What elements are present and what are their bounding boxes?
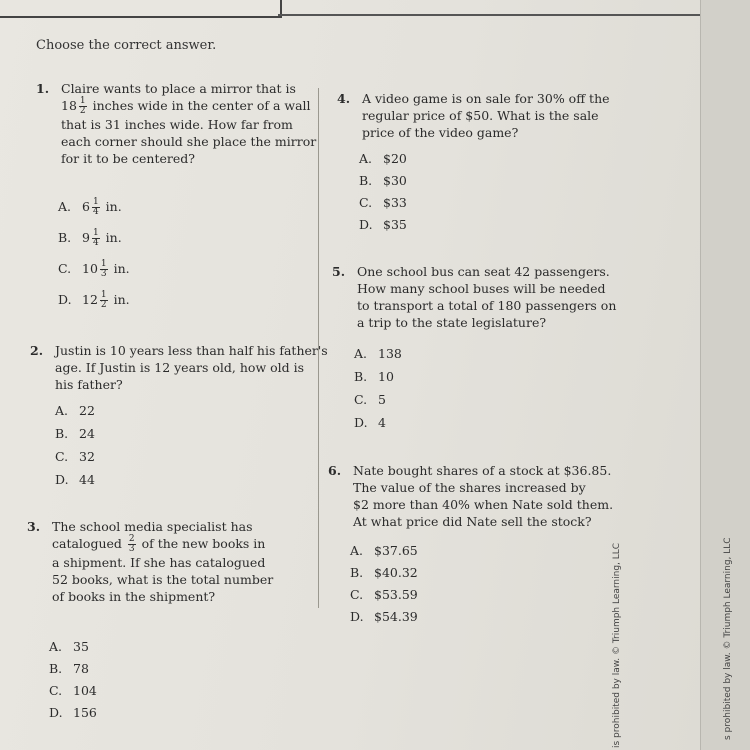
fraction (128, 535, 136, 554)
option-letter: D. (359, 217, 373, 232)
fraction-numerator: 1 (92, 228, 99, 238)
text-segment: each corner should she place the mirror (61, 134, 317, 149)
option-letter: B. (350, 565, 364, 580)
answer-option[interactable] (55, 425, 95, 442)
question-line (52, 571, 273, 588)
option-letter: A. (354, 346, 368, 361)
text-segment: At what price did Nate sell the stock? (353, 514, 592, 529)
question-text (357, 263, 616, 331)
fraction-denominator: 4 (92, 238, 99, 248)
text-segment: of the new books in (137, 536, 266, 551)
answer-option[interactable] (359, 194, 407, 211)
option-letter: C. (49, 683, 63, 698)
header-rule (278, 14, 700, 16)
option-letter: A. (55, 403, 69, 418)
text-segment: 156 (73, 705, 97, 720)
option-letter: B. (58, 230, 72, 245)
text-segment: $54.39 (374, 609, 418, 624)
text-segment: his father? (55, 377, 123, 392)
option-letter: C. (354, 392, 368, 407)
fraction-numerator: 1 (100, 259, 107, 269)
text-segment: $53.59 (374, 587, 418, 602)
option-letter: D. (58, 292, 72, 307)
text-segment: $33 (383, 195, 407, 210)
answer-option[interactable] (359, 150, 407, 167)
option-letter: C. (55, 449, 69, 464)
fraction-denominator: 4 (92, 207, 99, 217)
option-letter: A. (350, 543, 364, 558)
answer-option[interactable] (350, 542, 418, 559)
question-line (353, 479, 613, 496)
option-letter: B. (55, 426, 69, 441)
option-letter: D. (350, 609, 364, 624)
text-segment: The school media specialist has (52, 519, 253, 534)
fraction (79, 97, 87, 116)
answer-option[interactable] (58, 260, 130, 279)
question-line (61, 80, 316, 97)
text-segment: 22 (79, 403, 95, 418)
text-segment: A video game is on sale for 30% off the (362, 91, 610, 106)
answer-option[interactable] (359, 216, 407, 233)
answer-option[interactable] (359, 172, 407, 189)
fraction (100, 291, 108, 310)
text-segment: inches wide in the center of a wall (88, 98, 311, 113)
text-segment: One school bus can seat 42 passengers. (357, 264, 610, 279)
question-text (55, 342, 328, 393)
answer-option[interactable] (354, 345, 402, 362)
option-letter: B. (359, 173, 373, 188)
question-5 (332, 263, 617, 430)
question-line (61, 116, 316, 133)
text-segment: 6 (82, 199, 90, 214)
question-2 (30, 342, 328, 487)
option-letter: A. (49, 639, 63, 654)
text-segment: $20 (383, 151, 407, 166)
question-line (357, 314, 616, 331)
answer-option[interactable] (350, 586, 418, 603)
question-number: 1. (36, 81, 50, 96)
text-segment: $37.65 (374, 543, 418, 558)
copyright-notice: is prohibited by law. © Triumph Learning, LLC (612, 542, 622, 748)
text-segment: of books in the shipment? (52, 589, 216, 604)
question-text (362, 90, 610, 141)
question-number: 5. (332, 264, 346, 279)
question-line (61, 133, 316, 150)
question-line (362, 107, 610, 124)
fraction-denominator: 3 (128, 544, 135, 554)
text-segment: 138 (378, 346, 402, 361)
question-line (353, 513, 613, 530)
question-line (52, 518, 273, 535)
text-segment: $40.32 (374, 565, 418, 580)
instructions: Choose the correct answer. (36, 38, 217, 53)
answer-option[interactable] (354, 368, 394, 385)
fraction (92, 198, 100, 217)
question-3 (27, 518, 274, 720)
text-segment: $30 (383, 173, 407, 188)
question-line (52, 554, 273, 571)
answer-option[interactable] (58, 198, 122, 217)
question-text (61, 80, 316, 167)
question-number: 2. (30, 343, 44, 358)
text-segment: in. (109, 261, 130, 276)
fraction-numerator: 1 (92, 197, 99, 207)
answer-option[interactable] (58, 291, 130, 310)
option-letter: B. (49, 661, 63, 676)
text-segment: in. (101, 199, 122, 214)
option-letter: D. (55, 472, 69, 487)
fraction (100, 260, 108, 279)
question-line (55, 359, 328, 376)
text-segment: to transport a total of 180 passengers on (357, 298, 617, 313)
option-letter: C. (350, 587, 364, 602)
text-segment: for it to be centered? (61, 151, 195, 166)
text-segment: Justin is 10 years less than half his father's (55, 343, 328, 358)
answer-option[interactable] (49, 704, 97, 721)
answer-option[interactable] (58, 229, 122, 248)
answer-option[interactable] (55, 448, 95, 465)
text-segment: 5 (378, 392, 386, 407)
text-segment: a shipment. If she has catalogued (52, 555, 266, 570)
question-number: 6. (328, 463, 342, 478)
fraction-denominator: 2 (79, 106, 86, 116)
text-segment: $35 (383, 217, 407, 232)
text-segment: $2 more than 40% when Nate sold them. (353, 497, 614, 512)
text-segment: How many school buses will be needed (357, 281, 606, 296)
fraction (92, 229, 100, 248)
fraction-denominator: 2 (100, 300, 107, 310)
option-letter: A. (359, 151, 373, 166)
text-segment: regular price of $50. What is the sale (362, 108, 599, 123)
option-letter: A. (58, 199, 72, 214)
option-letter: B. (354, 369, 368, 384)
question-line (55, 342, 328, 359)
text-segment: 4 (378, 415, 386, 430)
text-segment: Nate bought shares of a stock at $36.85. (353, 463, 612, 478)
text-segment: in. (101, 230, 122, 245)
option-letter: C. (359, 195, 373, 210)
adjacent-page-strip (700, 0, 750, 750)
question-line (357, 280, 616, 297)
text-segment: Claire wants to place a mirror that is (61, 81, 296, 96)
text-segment: 35 (73, 639, 89, 654)
question-number: 3. (27, 519, 41, 534)
question-line (52, 535, 273, 554)
question-line (55, 376, 328, 393)
text-segment: 32 (79, 449, 95, 464)
header-box (0, 0, 282, 18)
text-segment: that is 31 inches wide. How far from (61, 117, 293, 132)
text-segment: a trip to the state legislature? (357, 315, 547, 330)
answer-option[interactable] (354, 414, 386, 431)
question-number: 4. (337, 91, 351, 106)
answer-option[interactable] (350, 564, 418, 581)
answer-option[interactable] (55, 402, 95, 419)
text-segment: 9 (82, 230, 90, 245)
question-line (61, 150, 316, 167)
question-line (362, 124, 610, 141)
text-segment: 18 (61, 98, 77, 113)
text-segment: catalogued (52, 536, 126, 551)
answer-option[interactable] (55, 471, 95, 488)
question-line (52, 588, 273, 605)
question-line (357, 297, 616, 314)
text-segment: 24 (79, 426, 95, 441)
text-segment: 10 (378, 369, 394, 384)
text-segment: 78 (73, 661, 89, 676)
text-segment: age. If Justin is 12 years old, how old is (55, 360, 305, 375)
text-segment: 44 (79, 472, 95, 487)
text-segment: in. (109, 292, 130, 307)
option-letter: D. (354, 415, 368, 430)
question-line (61, 97, 316, 116)
option-letter: D. (49, 705, 63, 720)
text-segment: 12 (82, 292, 98, 307)
copyright-notice-side: s prohibited by law. © Triumph Learning, LLC (723, 537, 733, 740)
answer-option[interactable] (354, 391, 386, 408)
question-line (362, 90, 610, 107)
question-text (52, 518, 273, 605)
answer-option[interactable] (49, 660, 89, 677)
fraction-denominator: 3 (100, 269, 107, 279)
answer-option[interactable] (49, 638, 89, 655)
question-6 (328, 462, 614, 624)
fraction-numerator: 2 (128, 534, 135, 544)
question-line (357, 263, 616, 280)
option-letter: C. (58, 261, 72, 276)
fraction-numerator: 1 (79, 96, 86, 106)
question-1 (36, 80, 317, 310)
question-4 (337, 90, 610, 232)
fraction-numerator: 1 (100, 290, 107, 300)
question-text (353, 462, 613, 530)
text-segment: 104 (73, 683, 97, 698)
answer-option[interactable] (350, 608, 418, 625)
answer-option[interactable] (49, 682, 97, 699)
text-segment: 52 books, what is the total number (52, 572, 274, 587)
text-segment: price of the video game? (362, 125, 519, 140)
question-line (353, 462, 613, 479)
question-line (353, 496, 613, 513)
text-segment: 10 (82, 261, 98, 276)
text-segment: The value of the shares increased by (353, 480, 586, 495)
